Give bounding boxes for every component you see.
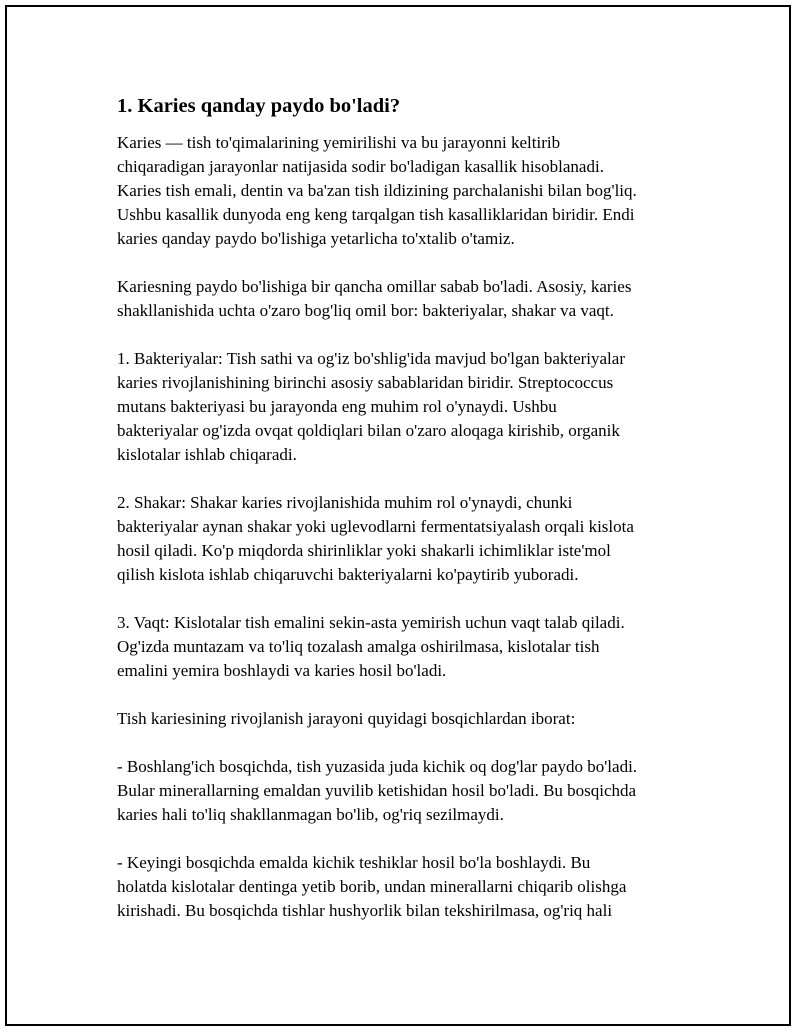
paragraph-intro: Karies — tish to'qimalarining yemirilishi va bu jarayonni keltirib chiqaradigan jarayonlar natijasida sodir bo'ladigan kasallik hisoblanadi. Karies tish emali, dentin va ba'zan tish ildizining parchalanishi bilan bog'liq. Ushbu kasallik dunyoda eng keng tarqalgan tish kasalliklaridan biridir. Endi karies qanday paydo bo'lishiga yetarlicha to'xtalib o'tamiz. bbox=[117, 133, 637, 248]
section-heading: 1. Karies qanday paydo bo'ladi? bbox=[117, 95, 401, 117]
paragraph-factors: Kariesning paydo bo'lishiga bir qancha omillar sabab bo'ladi. Asosiy, karies shakllanishida uchta o'zaro bog'liq omil bor: bakteriyalar, shakar va vaqt. bbox=[117, 277, 632, 320]
paragraph-stage-initial: - Boshlang'ich bosqichda, tish yuzasida juda kichik oq dog'lar paydo bo'ladi. Bular minerallarning emaldan yuvilib ketishidan hosil bo'ladi. Bu bosqichda karies hali to'liq shakllanmagan bo'lib, og'riq sezilmaydi. bbox=[117, 757, 638, 824]
document-body bbox=[117, 93, 697, 947]
paragraph-stages-intro: Tish kariesining rivojlanish jarayoni quyidagi bosqichlardan iborat: bbox=[117, 709, 576, 728]
paragraph-time: 3. Vaqt: Kislotalar tish emalini sekin-asta yemirish uchun vaqt talab qiladi. Og'izda muntazam va to'liq tozalash amalga oshirilmasa, kislotalar tish emalini yemira boshlaydi va karies hosil bo'ladi. bbox=[117, 613, 625, 680]
paragraph-sugar: 2. Shakar: Shakar karies rivojlanishida muhim rol o'ynaydi, chunki bakteriyalar aynan shakar yoki uglevodlarni fermentatsiyalash orqali kislota hosil qiladi. Ko'p miqdorda shirinliklar yoki shakarli ichimliklar iste'mol qilish kislota ishlab chiqaruvchi bakteriyalarni ko'paytirib yuboradi. bbox=[117, 493, 634, 584]
paragraph-stage-next: - Keyingi bosqichda emalda kichik teshiklar hosil bo'la boshlaydi. Bu holatda kislotalar dentinga yetib borib, undan minerallarni chiqarib olishga kirishadi. Bu bosqichda tishlar hushyorlik bilan tekshirilmasa, og'riq hali bbox=[117, 853, 627, 920]
paragraph-bacteria: 1. Bakteriyalar: Tish sathi va og'iz bo'shlig'ida mavjud bo'lgan bakteriyalar karies rivojlanishining birinchi asosiy sabablaridan biridir. Streptococcus mutans bakteriyasi bu jarayonda eng muhim rol o'ynaydi. Ushbu bakteriyalar og'izda ovqat qoldiqlari bilan o'zaro aloqaga kirishib, organik kislotalar ishlab chiqaradi. bbox=[117, 349, 625, 464]
